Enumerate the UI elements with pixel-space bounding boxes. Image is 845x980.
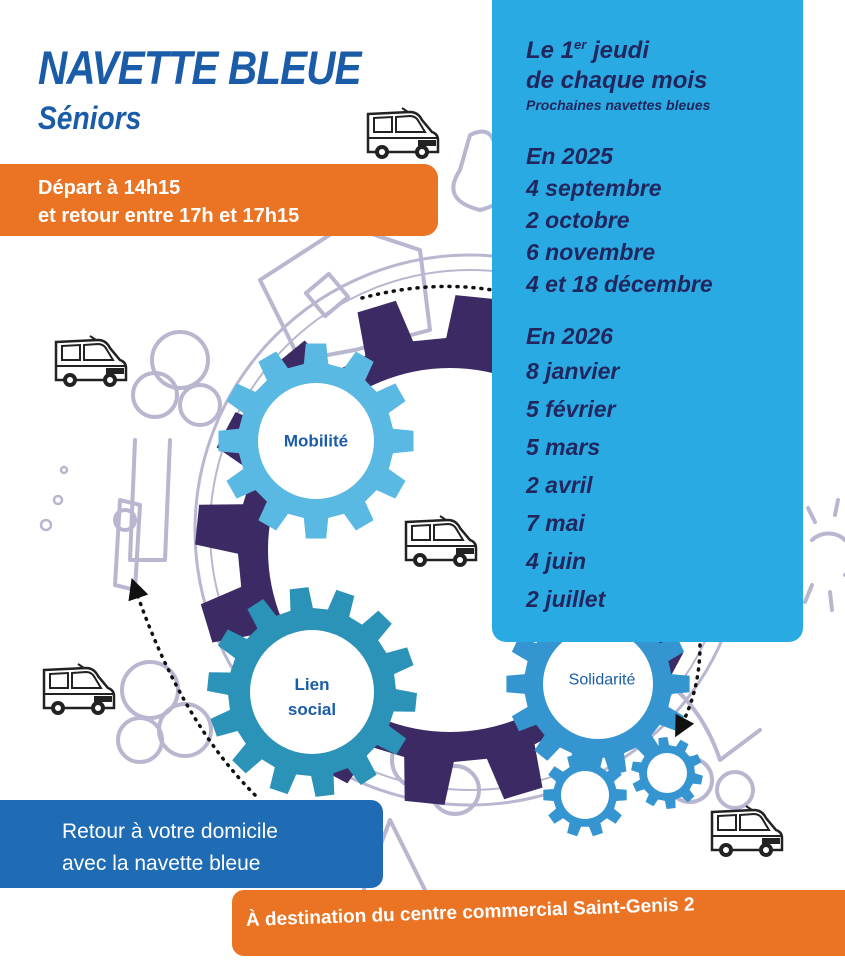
van-icon [56, 336, 126, 387]
page-title: NAVETTE BLEUE [38, 41, 361, 94]
schedule-heading: Le 1er jeudi [526, 37, 649, 64]
van-icon [712, 806, 782, 857]
date-item: 5 février [526, 396, 616, 422]
page-subtitle: Séniors [38, 100, 142, 136]
date-item: 2 avril [526, 472, 593, 498]
gear-label-mobilite: Mobilité [283, 431, 349, 451]
gear-small-2-hole [647, 753, 687, 793]
year-2025-label: En 2025 [526, 143, 613, 169]
date-item: 4 septembre [526, 175, 662, 201]
gear-small-1-hole [561, 771, 609, 819]
departure-banner [0, 164, 438, 236]
van-icon [44, 664, 114, 715]
date-item: 8 janvier [526, 358, 620, 384]
dates-2026-list [526, 352, 803, 618]
date-item: 5 mars [526, 434, 601, 460]
schedule-panel [492, 0, 803, 642]
destination-banner [232, 890, 845, 956]
schedule-heading-line2: de chaque mois [526, 67, 708, 94]
destination-text: À destination du centre commercial Saint-Genis 2 [245, 894, 695, 931]
van-icon [368, 108, 438, 159]
date-item: 2 juillet [526, 586, 606, 612]
return-line2: avec la navette bleue [62, 852, 261, 875]
tree-crown [152, 332, 208, 388]
date-item: 6 novembre [526, 239, 656, 265]
schedule-caption: Prochaines navettes bleues [526, 97, 711, 113]
dates-2025-list [526, 172, 803, 300]
year-2026-label: En 2026 [526, 323, 613, 349]
date-item: 2 octobre [526, 207, 630, 233]
return-line1: Retour à votre domicile [62, 820, 278, 843]
return-banner [0, 800, 383, 888]
date-item: 7 mai [526, 510, 585, 536]
date-item: 4 juin [526, 548, 587, 574]
gear-label-solidarite: Solidarité [568, 671, 636, 689]
departure-time: Départ à 14h15 [38, 177, 181, 199]
gear-label-lien-social: Lien social [287, 675, 337, 719]
date-item: 4 et 18 décembre [526, 271, 713, 297]
return-time: et retour entre 17h et 17h15 [38, 205, 300, 227]
